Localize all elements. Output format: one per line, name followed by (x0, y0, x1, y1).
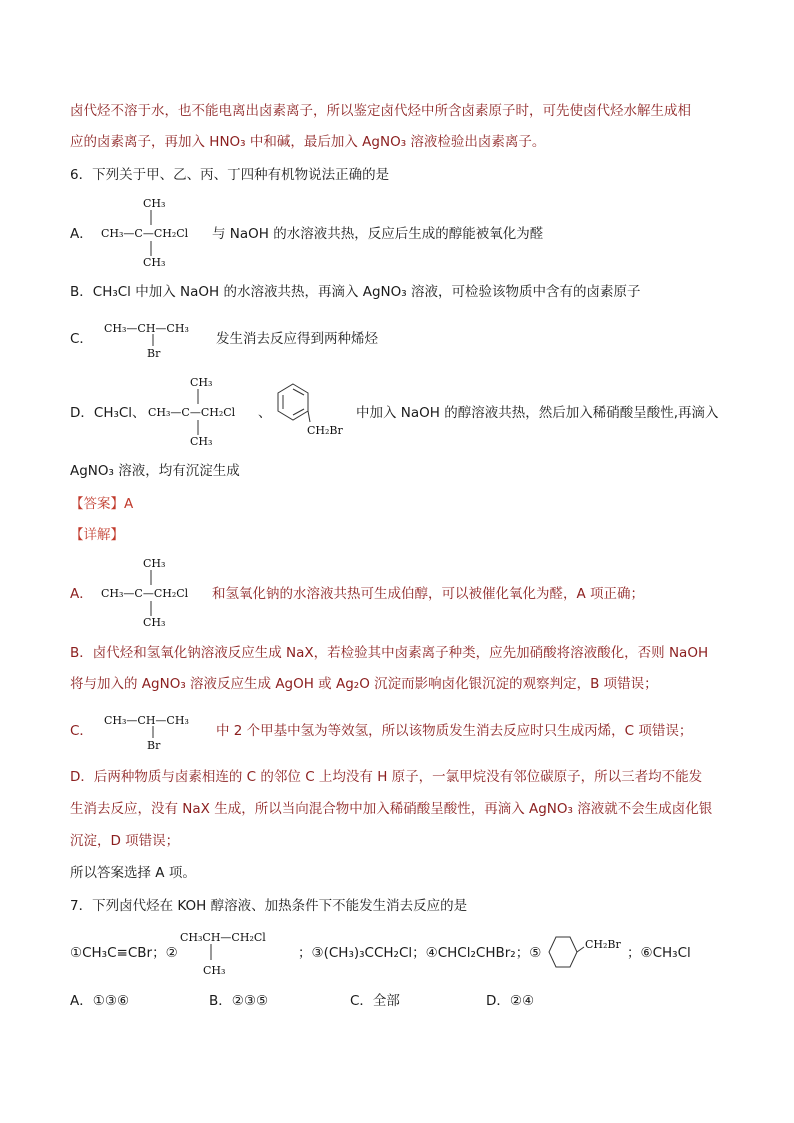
q6-option-c-text: 发生消去反应得到两种烯烃 (216, 331, 378, 347)
q7-option-b: B．②③⑤ (209, 993, 269, 1009)
q6-option-d-line-2: AgNO₃ 溶液，均有沉淀生成 (70, 463, 240, 479)
explanation-c-text: 中 2 个甲基中氢为等效氢，所以该物质发生消去反应时只生成丙烯，C 项错误； (216, 723, 693, 739)
conclusion: 所以答案选择 A 项。 (70, 865, 196, 881)
explanation-c-label: C． (70, 723, 93, 739)
q7-option-c: C．全部 (350, 993, 400, 1009)
intro-line-1: 卤代烃不溶于水，也不能电离出卤素离子，所以鉴定卤代烃中所含卤素原子时，可先使卤代烃水解生成相 (70, 103, 691, 119)
document-page: 卤代烃不溶于水，也不能电离出卤素离子，所以鉴定卤代烃中所含卤素原子时，可先使卤代烃水解生成相 应的卤素离子，再加入 HNO₃ 中和碱，最后加入 AgNO₃ 溶液检验出卤素离子。 6．下列关于甲、乙、丙、丁四种有机物说法正确的是 A． CH₃ CH₃—C—CH₂Cl CH₃ 与 NaOH 的水溶液共热，反应后生成的醇能被氧化为醛 B．CH₃Cl 中加入 NaOH 的水溶液共热，再滴入 AgNO₃ 溶液，可检验该物质中含有的卤素原子 C． CH₃—CH—CH₃ Br 发生消去反应得到两种烯烃 D．CH₃Cl、 CH₃ CH₃—C—CH₂Cl CH₃ 、 CH₂Br 中加入 NaOH 的醇溶液共热，然后加入稀硝酸呈酸性,再滴入 AgNO₃ 溶液，均有沉淀生成 【答案】A 【详解】 A． CH₃ CH₃—C—CH₂Cl CH₃ 和氢氧化钠的水溶液共热可生成伯醇，可以被催化氧化为醛，A 项正确； B．卤代烃和氢氧化钠溶液反应生成 NaX，若检验其中卤素离子种类，应先加硝酸将溶液酸化，否则 NaOH 将与加入的 AgNO₃ 溶液反应生成 AgOH 或 Ag₂O 沉淀而影响卤化银沉淀的观察判定，B 项错误； C． CH₃—CH—CH₃ Br 中 2 个甲基中氢为等效氢，所以该物质发生消去反应时只生成丙烯，C 项错误； D．后两种物质与卤素相连的 C 的邻位 C 上均没有 H 原子，一氯甲烷没有邻位碳原子，所以三者均不能发 生消去反应，没有 NaX 生成，所以当向混合物中加入稀硝酸呈酸性，再滴入 AgNO₃ 溶液就不会生成卤化银 沉淀，D 项错误； 所以答案选择 A 项。 7．下列卤代烃在 KOH 醇溶液、加热条件下不能发生消去反应的是 ①CH₃C≡CBr；② CH₃CH—CH₂Cl CH₃ ；③(CH₃)₃CCH₂Cl；④CHCl₂CHBr₂；⑤ CH₂Br ；⑥CH₃Cl A．①③⑥ B．②③⑤ C．全部 D．②④ (70, 103, 719, 1009)
q6-option-c-label: C． (70, 331, 93, 347)
explanation-d-line-1: D．后两种物质与卤素相连的 C 的邻位 C 上均没有 H 原子，一氯甲烷没有邻位碳原子，所以三者均不能发 (70, 769, 703, 785)
q6-option-d-sep: 、 (258, 405, 272, 421)
q6-option-a-label: A． (70, 226, 93, 242)
answer-line (70, 495, 133, 513)
answer-text: 【答案】A (70, 496, 134, 512)
explanation-b-line-1: B．卤代烃和氢氧化钠溶液反应生成 NaX，若检验其中卤素离子种类，应先加硝酸将溶液酸化，否则 NaOH (70, 645, 709, 661)
q7-item-1-2: ①CH₃C≡CBr；② (70, 945, 178, 961)
detail-heading: 【详解】 (70, 527, 124, 543)
explanation-d-line-2: 生消去反应，没有 NaX 生成，所以当向混合物中加入稀硝酸呈酸性，再滴入 AgNO₃ 溶液就不会生成卤化银 (70, 801, 713, 817)
q7-option-d: D．②④ (486, 993, 535, 1009)
explanation-b-line-2: 将与加入的 AgNO₃ 溶液反应生成 AgOH 或 Ag₂O 沉淀而影响卤化银沉淀的观察判定，B 项错误； (70, 676, 658, 692)
explanation-a-text: 和氢氧化钠的水溶液共热可生成伯醇，可以被催化氧化为醛，A 项正确； (212, 586, 645, 602)
q7-option-a: A．①③⑥ (70, 993, 130, 1009)
q6-option-d-label: D．CH₃Cl、 (70, 405, 146, 421)
q6-option-d-text: 中加入 NaOH 的醇溶液共热，然后加入稀硝酸呈酸性,再滴入 (356, 405, 719, 421)
q7-item-3-5: ；③(CH₃)₃CCH₂Cl；④CHCl₂CHBr₂；⑤ (298, 945, 542, 961)
q6-stem: 6．下列关于甲、乙、丙、丁四种有机物说法正确的是 (70, 167, 390, 183)
explanation-a-label: A． (70, 586, 93, 602)
q6-option-b: B．CH₃Cl 中加入 NaOH 的水溶液共热，再滴入 AgNO₃ 溶液，可检验该物质中含有的卤素原子 (70, 284, 641, 300)
explanation-d-line-3: 沉淀，D 项错误； (70, 833, 180, 849)
q6-option-a-text: 与 NaOH 的水溶液共热，反应后生成的醇能被氧化为醛 (212, 226, 544, 242)
intro-line-2: 应的卤素离子，再加入 HNO₃ 中和碱，最后加入 AgNO₃ 溶液检验出卤素离子。 (70, 134, 546, 150)
q7-item-6: ；⑥CH₃Cl (627, 945, 691, 961)
q7-stem: 7．下列卤代烃在 KOH 醇溶液、加热条件下不能发生消去反应的是 (70, 898, 468, 914)
